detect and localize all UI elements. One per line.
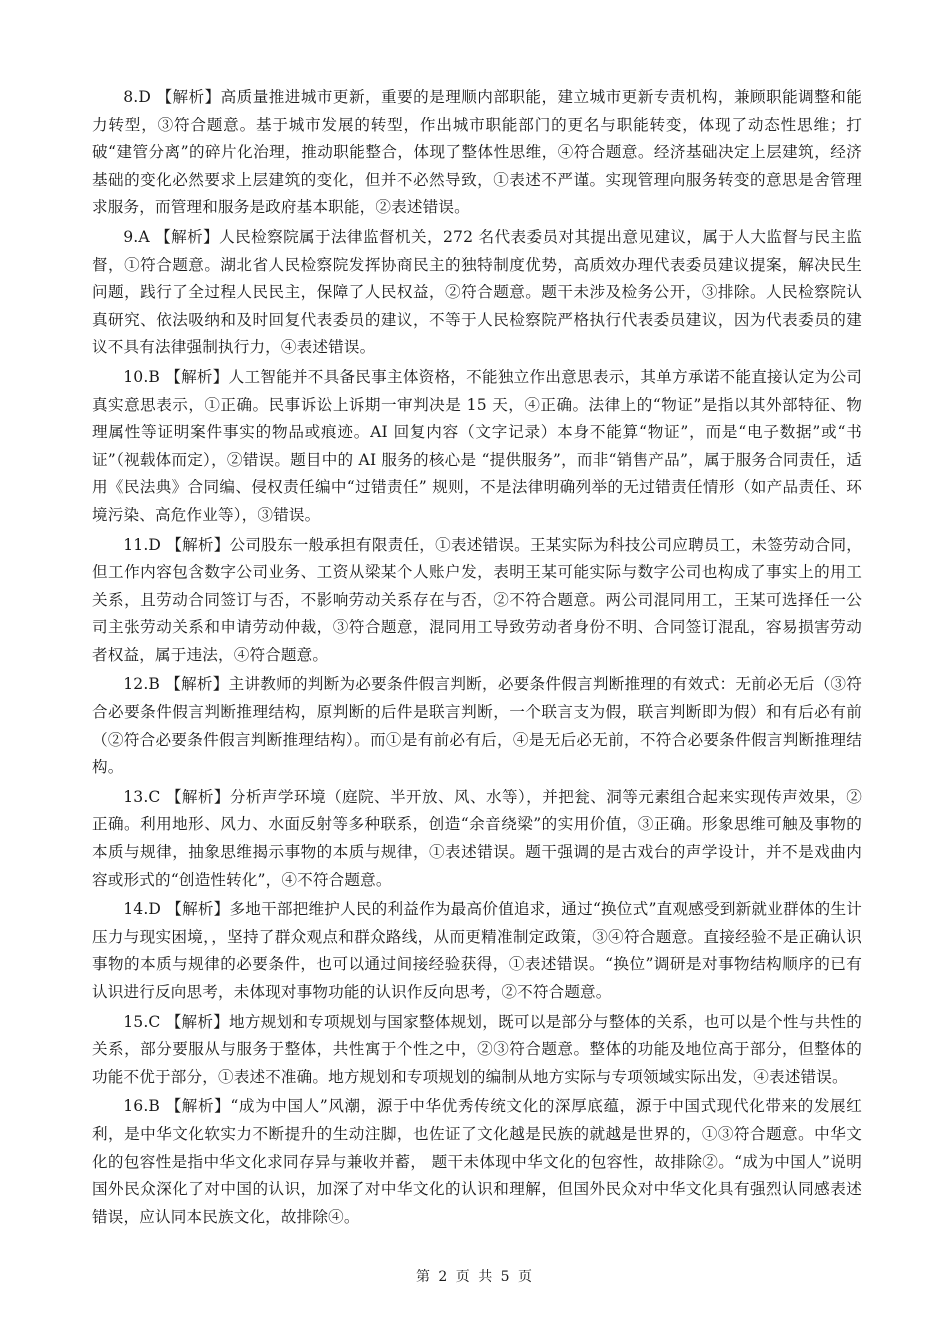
analysis-tag: 【解析】 <box>165 367 229 386</box>
answer-label: 10.B <box>123 367 161 386</box>
answer-text: 人工智能并不具备民事主体资格，不能独立作出意思表示，其单方承诺不能直接认定为公司真实意思表示，①正确。民事诉讼上诉期一审判决是 15 天，④正确。法律上的“物证”是指以其外部特征、物理属性等证明案件事实的物品或痕迹。AI 回复内容（文字记录）本身不能算“物证”，而是“电子数据”或“书证”（视载体而定），②错误。题目中的 AI 服务的核心是 “提供服务”，而非“销售产品”，属于服务合同责任，适用《民法典》合同编、侵权责任编中“过错责任” 规则，不是法律明确列举的无过错责任情形（如产品责任、环境污染、高危作业等），③错误。 <box>92 367 862 524</box>
analysis-tag: 【解析】 <box>156 88 221 106</box>
answer-label: 16.B <box>123 1097 161 1116</box>
answer-12 <box>92 671 862 781</box>
answer-13 <box>92 784 862 894</box>
answer-11 <box>92 532 862 670</box>
answer-label: 14.D <box>123 900 162 919</box>
analysis-tag: 【解析】 <box>165 1012 230 1031</box>
answer-8 <box>92 84 862 222</box>
answer-14 <box>92 896 862 1006</box>
answer-10 <box>92 364 862 530</box>
answer-label: 15.C <box>123 1012 161 1031</box>
answer-text: 多地干部把维护人民的利益作为最高价值追求，通过“换位式”直观感受到新就业群体的生计压力与现实困境，，坚持了群众观点和群众路线，从而更精准制定政策，③④符合题意。直接经验不是正确认识事物的本质与规律的必要条件，也可以通过间接经验获得，①表述错误。“换位”调研是对事物结构顺序的已有认识进行反向思考，未体现对事物功能的认识作反向思考，②不符合题意。 <box>92 900 862 1001</box>
answer-15 <box>92 1009 862 1092</box>
analysis-tag: 【解析】 <box>165 675 229 694</box>
page-number: 第 2 页 共 5 页 <box>415 1269 535 1285</box>
analysis-tag: 【解析】 <box>166 900 230 919</box>
analysis-tag: 【解析】 <box>166 535 230 554</box>
analysis-tag: 【解析】 <box>165 787 230 806</box>
answer-label: 12.B <box>123 675 161 694</box>
answer-text: 高质量推进城市更新，重要的是理顺内部职能，建立城市更新专责机构，兼顾职能调整和能力转型，③符合题意。基于城市发展的转型，作出城市职能部门的更名与职能转变，体现了动态性思维；打破“建管分离”的碎片化治理，推动职能整合，体现了整体性思维，④符合题意。经济基础决定上层建筑，经济基础的变化必然要求上层建筑的变化，但并不必然导致，①表述不严谨。实现管理向服务转变的意思是舍管理求服务，而管理和服务是政府基本职能，②表述错误。 <box>92 88 862 217</box>
answer-text: 公司股东一般承担有限责任，①表述错误。王某实际为科技公司应聘员工，未签劳动合同，但工作内容包含数字公司业务、工资从梁某个人账户发，表明王某可能实际与数字公司也构成了事实上的用工关系，且劳动合同签订与否，不影响劳动关系存在与否，②不符合题意。两公司混同用工，王某可选择任一公司主张劳动关系和申请劳动仲裁，③符合题意，混同用工导致劳动者身份不明、合同签订混乱，容易损害劳动者权益，属于违法，④符合题意。 <box>92 535 862 664</box>
answer-text: “成为中国人”风潮，源于中华优秀传统文化的深厚底蕴，源于中国式现代化带来的发展红利，是中华文化软实力不断提升的生动注脚，也佐证了文化越是民族的就越是世界的，①③符合题意。中华文化的包容性是指中华文化求同存异与兼收并蓄， 题干未体现中华文化的包容性，故排除②。“成为中国人”说明国外民众深化了对中国的认识，加深了对中华文化的认识和理解，但国外民众对中华文化具有强烈认同感表述错误，应认同本民族文化，故排除④。 <box>92 1097 862 1226</box>
answer-9 <box>92 224 862 362</box>
analysis-tag: 【解析】 <box>165 1097 231 1116</box>
analysis-tag: 【解析】 <box>155 227 220 246</box>
answer-text: 分析声学环境（庭院、半开放、风、水等），并把瓮、洞等元素组合起来实现传声效果，②正确。利用地形、风力、水面反射等多种联系，创造“余音绕梁”的实用价值，③正确。形象思维可触及事物的本质与规律，抽象思维揭示事物的本质与规律，①表述错误。题干强调的是古戏台的声学设计，并不是戏曲内容或形式的“创造性转化”，④不符合题意。 <box>92 787 862 889</box>
answer-label: 11.D <box>123 535 162 554</box>
answer-label: 13.C <box>123 787 161 806</box>
answer-label: 8.D <box>123 88 152 106</box>
document-body <box>92 84 862 1233</box>
answer-text: 主讲教师的判断为必要条件假言判断，必要条件假言判断推理的有效式：无前必无后（③符合必要条件假言判断推理结构，原判断的后件是联言判断，一个联言支为假，联言判断即为假）和有后必有前（②符合必要条件假言判断推理结构）。而①是有前必有后，④是无后必无前，不符合必要条件假言判断推理结构。 <box>92 675 862 777</box>
answer-16 <box>92 1093 862 1231</box>
page-footer <box>0 1266 950 1286</box>
answer-label: 9.A <box>123 227 150 246</box>
answer-text: 人民检察院属于法律监督机关，272 名代表委员对其提出意见建议，属于人大监督与民主监督，①符合题意。湖北省人民检察院发挥协商民主的独特制度优势，高质效办理代表委员建议提案，解决民生问题，践行了全过程人民民主，保障了人民权益，②符合题意。题干未涉及检务公开，③排除。人民检察院认真研究、依法吸纳和及时回复代表委员的建议，不等于人民检察院严格执行代表委员建议，因为代表委员的建议不具有法律强制执行力，④表述错误。 <box>92 227 862 357</box>
answer-text: 地方规划和专项规划与国家整体规划，既可以是部分与整体的关系，也可以是个性与共性的关系，部分要服从与服务于整体，共性寓于个性之中，②③符合题意。整体的功能及地位高于部分，但整体的功能不优于部分，①表述不准确。地方规划和专项规划的编制从地方实际与专项领域实际出发，④表述错误。 <box>92 1012 862 1086</box>
